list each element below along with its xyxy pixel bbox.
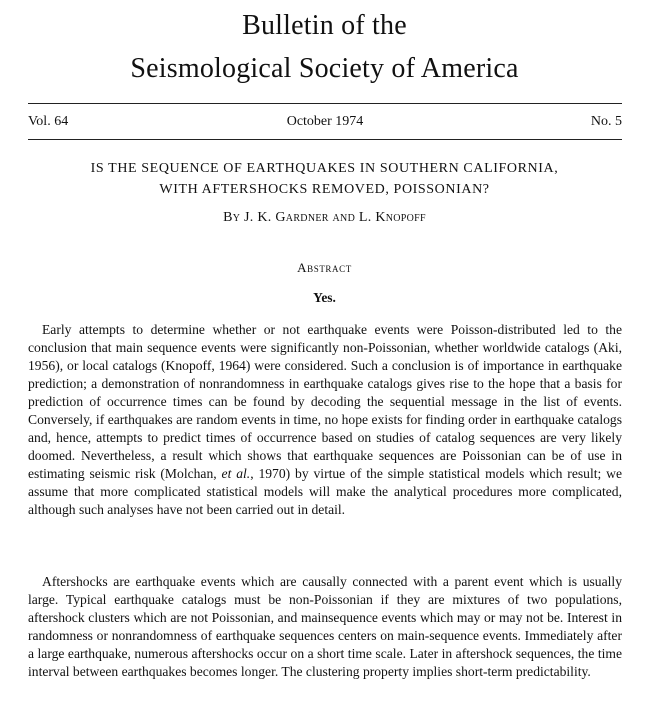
abstract-paragraph-1: Early attempts to determine whether or not earthquake events were Poisson-distributed led to the conclusion that main sequence events were significantly non-Poissonian, whether worldwide catalogs (Aki, 1956), or local catalogs (Knopoff, 1964) were considered. Such a conclusion is of importance in earthquake prediction; a demonstration of nonrandomness in earthquake catalogs gives rise to the hope that a basis for prediction of occurrence times can be found by decoding the sequential message in the list of events. Conversely, if earthquakes are random events in time, no hope exists for finding order in earthquake catalogs and, hence, attempts to predict times of occurrence based on studies of catalog sequences are very likely doomed. Nevertheless, a result which shows that earthquake sequences are Poissonian can be of use in estimating seismic risk (Molchan, et al., 1970) by virtue of the simple statistical models which result; we assume that more complicated statistical models will make the analytical procedures more complicated, although such analyses have not been carried out in detail. [28,322,622,517]
journal-title-line1: Bulletin of the [242,10,407,41]
article-authors: By J. K. Gardner and L. Knopoff [223,210,426,225]
abstract-short-answer: Yes. [313,290,336,305]
abstract-heading: Abstract [297,260,352,275]
issue-number: No. 5 [590,114,622,129]
article-title-line1: IS THE SEQUENCE OF EARTHQUAKES IN SOUTHERN CALIFORNIA, [90,161,559,176]
journal-title-line2: Seismological Society of America [130,53,519,84]
issue-info-bar [28,113,622,131]
citation-et-al: et al. [221,466,251,481]
issue-date: October 1974 [286,114,364,129]
abstract-paragraph-2: Aftershocks are earthquake events which are causally connected with a parent event which is usually large. Typical earthquake catalogs must be non-Poissonian if they are mixtures of two populations, aftershock clusters which are not Poissonian, and mainsequence events which may or may not be. Interest in randomness or nonrandomness of earthquake sequences centers on main-sequence events. Immediately after a large earthquake, numerous aftershocks occur on a short time scale. Later in aftershock sequences, the time interval between earthquakes becomes longer. The clustering property implies short-term predictability. [28,574,622,679]
header-rule-bottom [28,139,622,140]
header-rule-top [28,103,622,104]
issue-volume: Vol. 64 [28,114,69,129]
article-title-line2: WITH AFTERSHOCKS REMOVED, POISSONIAN? [159,182,490,197]
